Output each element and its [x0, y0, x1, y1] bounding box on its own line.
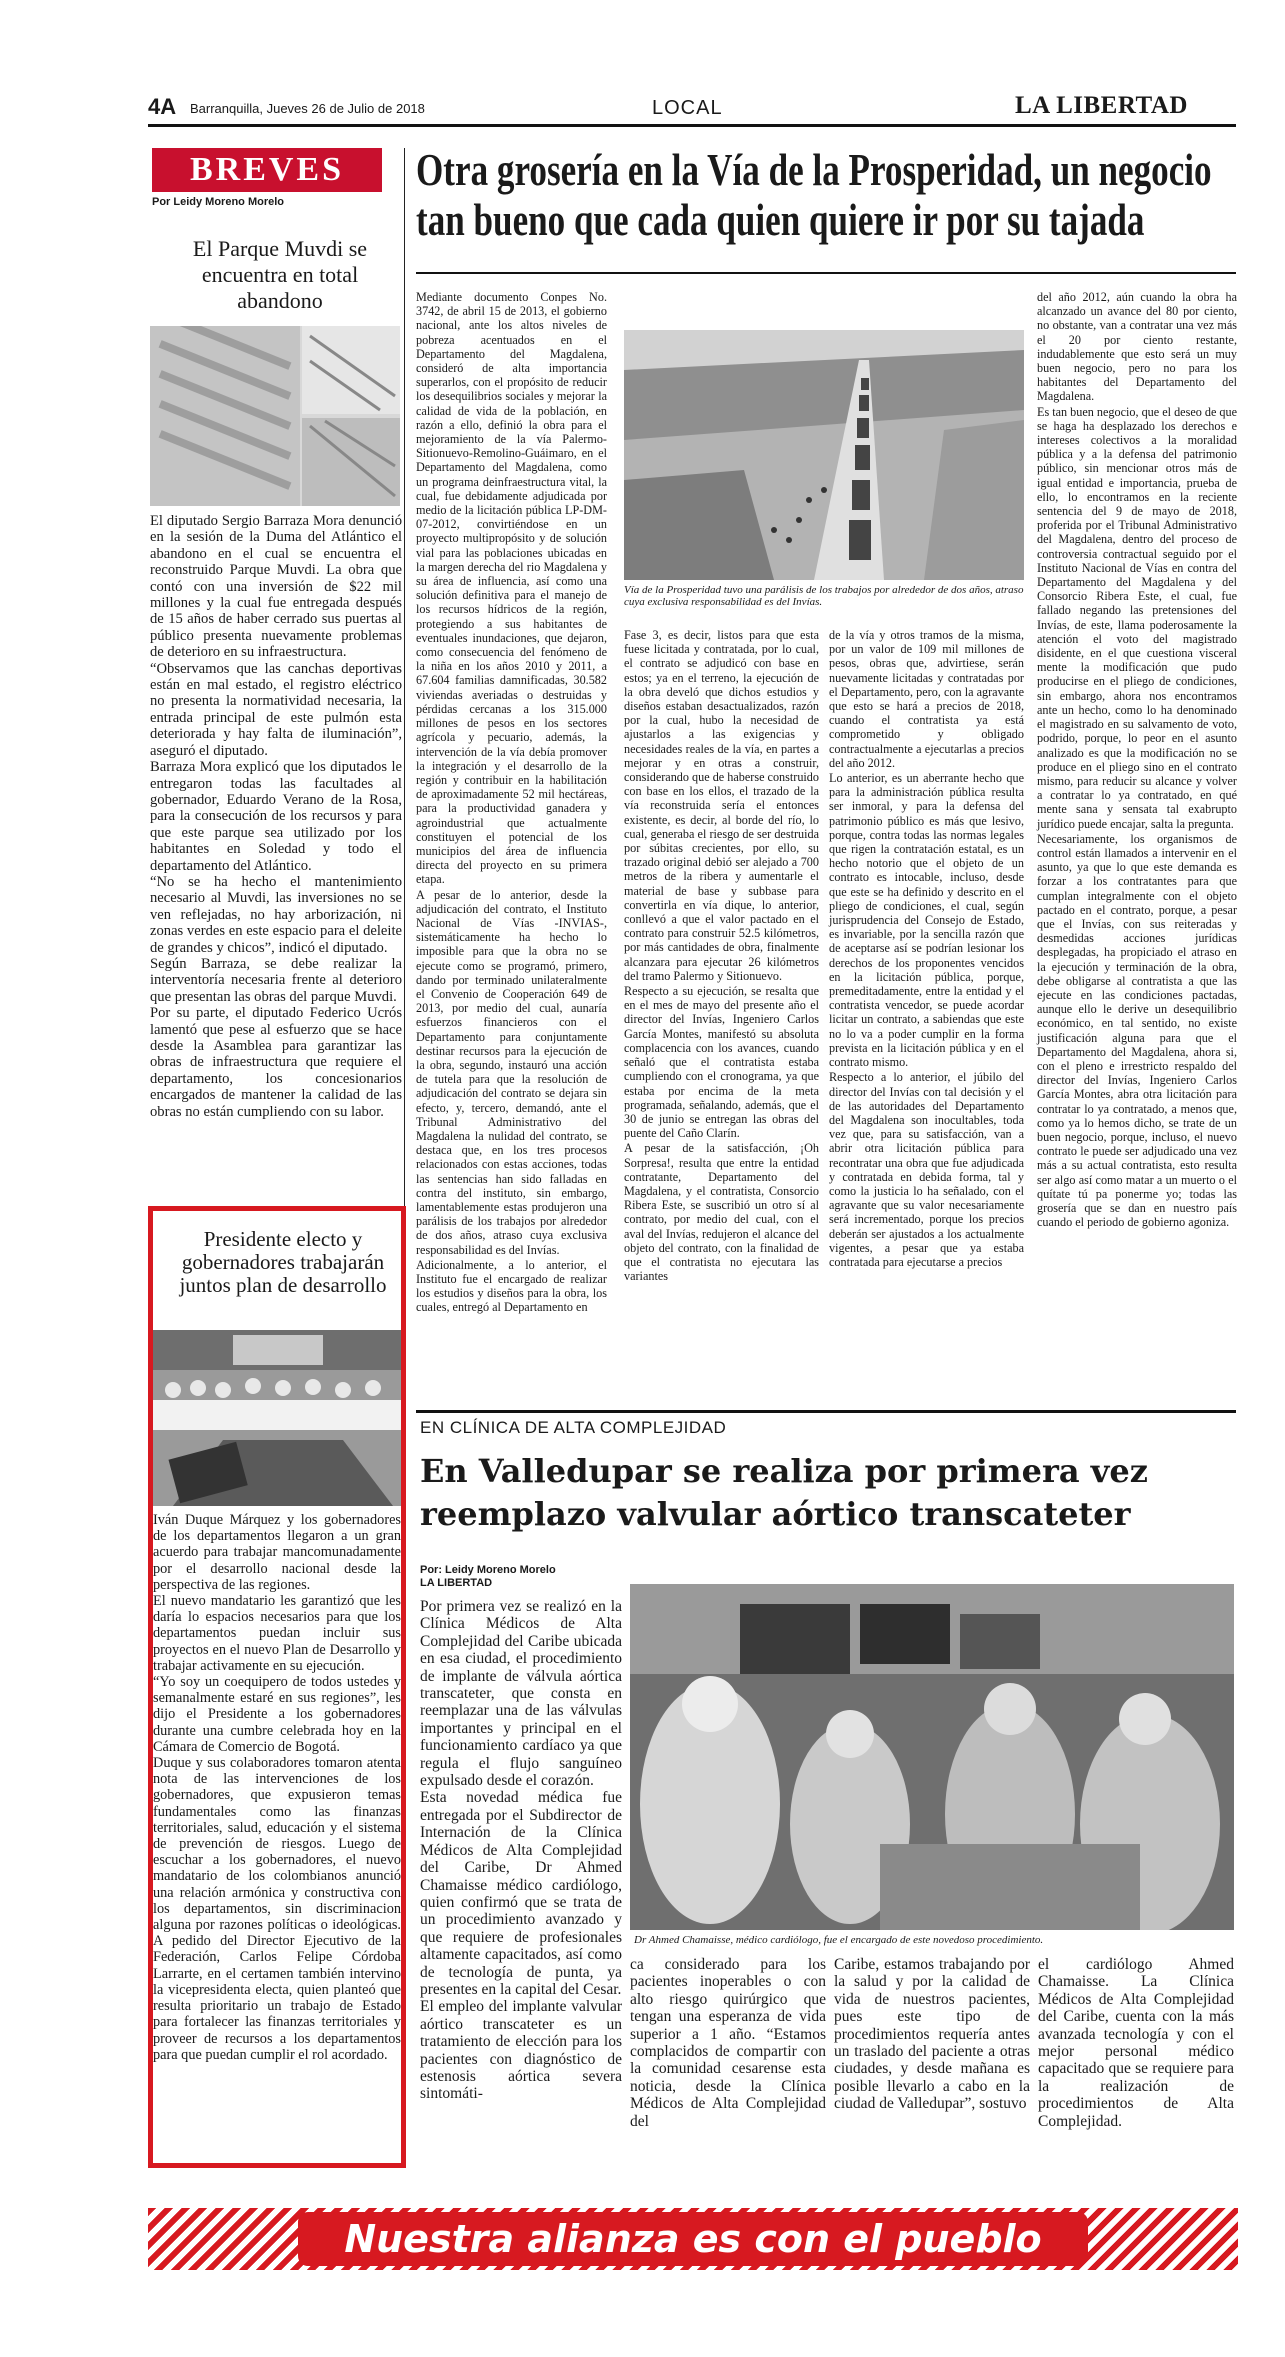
headline-rule — [416, 272, 1236, 274]
main-story-column-3 — [829, 628, 1024, 1270]
park-photo — [150, 326, 400, 506]
meeting-photo-image — [153, 1330, 401, 1506]
newspaper-name: LA LIBERTAD — [1015, 92, 1188, 119]
second-story-byline — [420, 1564, 556, 1590]
brief-2-headline: Presidente electo y gobernadores trabajarán juntos plan de desarrollo — [179, 1227, 387, 1297]
second-headline — [420, 1450, 1240, 1536]
paragraph: Mediante documento Conpes No. 3742, de abril 15 de 2013, el gobierno nacional, ante los altos niveles de pobreza acentuados en el Departamento del Magdalena, consideró de alta importancia superarlos, con el propósito de reducir los desequilibrios sociales y mejorar la calidad de vida de la población, en razón a ello, definió la obra para el mejoramiento de la vía Palermo-Sitionuevo-Remolino-Guáimaro, en el Departamento del Magdalena, como un programa deinfraestructura vital, la cual, fue debidamente adjudicada por medio de la licitación pública LP-DM-07-2012, convirtiéndose en un proyecto multipropósito y de solución vial para las poblaciones ubicadas en la margen derecha del rio Magdalena y su área de influencia, así como una solución definitiva para el manejo de los recursos hídricos de la región, protegiendo a sus habitantes de eventuales inundaciones, que dejaron, como consecuencia del fenómeno de la niña en los años 2010 y 2011, a 67.604 familias damnificadas, 30.582 viviendas averiadas o destruidas y pérdidas cercanas a los 315.000 millones de pesos en los sectores agrícola y pecuario, además, la intervención de la vía debía promover la integración y el desarrollo de la región y contribuir en la habilitación de aproximadamente 52 mil hectáreas, para la productividad ganadera y agroindustrial que actualmente constituyen el potencial de los municipios del área de influencia directa del proyecto en su primera etapa. — [416, 290, 607, 887]
road-aerial-photo — [624, 330, 1024, 580]
second-story-column-3: Caribe, estamos trabajando por la salud y por la calidad de vida de nuestros pacientes, pues este tipo de procedimientos requería antes un traslado del paciente a otras ciudades, y desde mañana es posible llevarlo a cabo en la ciudad de Valledupar”, sostuvo — [834, 1956, 1030, 2113]
paragraph: Por su parte, el diputado Federico Ucrós lamentó que pese al esfuerzo que se hace desde la Asamblea para garantizar las obras de infraestructura que requiere el departamento, los concesionarios encargados de mantener la calidad de las obras no están cumpliendo con su labor. — [150, 1005, 402, 1120]
byline-author: Por: Leidy Moreno Morelo — [420, 1564, 556, 1576]
paragraph: A pesar de lo anterior, desde la adjudicación del contrato, el Instituto Nacional de Vías -INVIAS-, sistemáticamente ha hecho lo imposible para que la obra no se ejecute como se programó, primero, dando por terminado unilateralmente el Convenio de Cooperación 649 de 2013, por medio del cual, aunaría esfuerzos financieros con el Departamento para conjuntamente destinar recursos para la ejecución de la obra, segundo, instauró una acción de tutela para que la resolución de adjudicación del contrato se dejara sin efecto, y, tercero, demandó, ante el Tribunal Administrativo del Magdalena la nulidad del contrato, se destaca que, en los tres procesos relacionados con estas acciones, todas las sentencias han sido falladas en contra del instituto, sin embargo, lamentablemente estas produjeron una parálisis de los trabajos por alrededor de dos años, atraso cuya exclusiva responsabilidad es del Invías. — [416, 887, 607, 1257]
paragraph: Necesariamente, los organismos de control están llamados a intervenir en el asunto, ya que lo que este demanda es forzar a los contratantes para que cumplan integralmente con el objeto pactado en el contrato, porque, a pesar que el Invías, con sus reiteradas y desmedidas acciones jurídicas desplegadas, ha propiciado el atraso en la ejecución y terminación de la obra, debe obligarse al contratista a que las ejecute en las condiciones pactadas, aunque ello le derive un desequilibrio económico, en tal sentido, no existe justificación alguna para que el Departamento del Magdalena, ahora si, con el pleno e irrestricto respaldo del director del Invías, Ingeniero Carlos García Montes, abra otra licitación para contratar lo ya contratado, a menos que, como ya lo hemos dicho, se trate de un buen negocio, porque, incluso, el nuevo contrato le puede ser adjudicado una vez más a su actual contratista, esto resulta ser algo así como matar a un muerto o el quítate tú pa ponerme yo; todas las grosería que se dan en nuestro país cuando el periodo de gobierno agoniza. — [1037, 831, 1237, 1230]
paragraph: Adicionalmente, a lo anterior, el Instituto fue el encargado de realizar los estudios y diseños para la obra, los cuales, entregó al Departamento en — [416, 1257, 607, 1315]
road-photo-image — [624, 330, 1024, 580]
paragraph: Según Barraza, se debe realizar la interventoría necesaria frente al deterioro que presentan las obras del parque Muvdi. — [150, 955, 402, 1005]
breves-byline: Por Leidy Moreno Morelo — [152, 196, 285, 208]
edition-date: Barranquilla, Jueves 26 de Julio de 2018 — [190, 101, 425, 116]
second-story-column-4: el cardiólogo Ahmed Chamaisse. La Clínica Médicos de Alta Complejidad del Caribe, cuenta con la más avanzada tecnología y con el mejor personal médico capacitado que se requiere para la realización de procedimientos de Alta Complejidad. — [1038, 1956, 1234, 2130]
main-headline-line-2: tan bueno que cada quien quiere ir por su tajada — [416, 195, 1145, 245]
paragraph: “No se ha hecho el mantenimiento necesario al Muvdi, las inversiones no se ven reflejadas, no hay arborización, ni zonas verdes en este espacio para el deleite de grandes y chicos”, indicó el diputado. — [150, 873, 402, 956]
breves-label: BREVES — [152, 148, 382, 192]
paragraph: de la vía y otros tramos de la misma, por un valor de 109 mil millones de pesos, obras que, advirtiese, serán nuevamente licitadas y contratadas por el Departamento, pero, con la agravante que esto se hará a precios de 2018, cuando el contratista ya está comprometido y obligado contractualmente a ejecutarlas a precios del año 2012. — [829, 628, 1024, 770]
header-rule — [148, 124, 1236, 127]
main-story-column-2 — [624, 628, 819, 1284]
main-story-column-1 — [416, 290, 607, 1316]
paragraph: El diputado Sergio Barraza Mora denunció en la sesión de la Duma del Atlántico el abandono en el cual se encuentra el reconstruido Parque Muvdi. La obra que contó con una inversión de $22 mil millones y la cual fue entregada después de 15 años de haber cerrado sus puertas al público presenta nuevamente problemas de deterioro en su infraestructura. — [150, 513, 402, 661]
second-story-column-2: ca considerado para los pacientes inoperables o con alto riesgo quirúrgico que tengan una esperanza de vida superior a 1 año. “Estamos complacidos de compartir con la comunidad cesarense esta noticia, desde la Clínica Médicos de Alta Complejidad del — [630, 1956, 826, 2130]
paragraph: Barraza Mora explicó que los diputados le entregaron todas las facultades al gobernador, Eduardo Verano de la Rosa, para la consecución de los recursos y para que este parque sea utilizado por los habitantes en Soledad y todo el departamento del Atlántico. — [150, 759, 402, 874]
paragraph: El empleo del implante valvular aórtico transcateter es un tratamiento de elección para los pacientes con diagnóstico de estenosis aórtica severa sintomáti- — [420, 1998, 622, 2103]
footer-slogan-banner: Nuestra alianza es con el pueblo — [298, 2212, 1088, 2266]
brief-1-body — [150, 513, 402, 1120]
brief-2-body — [153, 1512, 401, 2063]
paragraph: Fase 3, es decir, listos para que esta fuese licitada y contratada, por lo cual, el contrato se adjudicó con base en estos; ya en el terreno, la ejecución de la obra develó que dichos estudios y diseños estaban desactualizados, razón por la cual, hubo la necesidad de ajustarlos a las exigencias y necesidades reales de la vía, en partes a mejorar y en otras a construir, considerando que de haberse construido con base en los ellos, el trazado de la vía reconstruida sería el entonces existente, es decir, al borde del río, lo cual, generaba el riesgo de ser destruida por súbitas crecientes, por ello, su trazado original debió ser alejado a 700 metros de la ribera y aumentarle el material de base y subbase para convertirla en vía dique, lo anterior, conllevó a que el valor pactado en el contrato para construir 52.5 kilómetros, por más cantidades de obra, finalmente alcanzara para ejecutar 26 kilómetros del tramo Palermo y Sitionuevo. — [624, 628, 819, 983]
second-headline-line-2: reemplazo valvular aórtico transcateter — [420, 1495, 1131, 1533]
paragraph: Por primera vez se realizó en la Clínica Médicos de Alta Complejidad del Caribe ubicada en esa ciudad, el procedimiento de implante de válvula aórtica transcateter, que consta en reemplazar una de las válvulas importantes y principal en el funcionamiento cardíaco ya que regula el flujo sanguíneo expulsado desde el corazón. — [420, 1598, 622, 1790]
surgery-photo-image — [630, 1584, 1234, 1930]
main-headline — [416, 145, 1212, 245]
page-number: 4A — [148, 94, 177, 119]
park-photo-image — [150, 326, 400, 506]
paragraph: Lo anterior, es un aberrante hecho que para la administración pública resulta ser inmoral, y para la defensa del patrimonio público es más que lesivo, porque, contra todas las normas legales que rigen la contratación estatal, es un hecho notorio que el objeto de un contrato es intocable, incluso, desde que este se ha definido y descrito en el pliego de condiciones, el cual, según jurisprudencia del Consejo de Estado, es invariable, por la sencilla razón que de aceptarse así se podrían lesionar los derechos de los proponentes vencidos en la licitación pública, porque, premeditadamente, entre la entidad y el contratista vencedor, se puede acordar licitar un contrato, a sabiendas que este no lo va a poder cumplir en la forma prevista en la licitación pública y en el contrato mismo. — [829, 771, 1024, 1070]
paragraph: El nuevo mandatario les garantizó que les daría lo espacios necesarios para que los departamentos puedan incluir sus proyectos en el nuevo Plan de Desarrollo y trabajar activamente en su ejecución. — [153, 1593, 401, 1674]
governors-meeting-photo — [153, 1330, 401, 1506]
second-headline-line-1: En Valledupar se realiza por primera vez — [420, 1452, 1148, 1490]
surgery-photo-caption: Dr Ahmed Chamaisse, médico cardiólogo, fue el encargado de este novedoso procedimiento. — [634, 1934, 1044, 1946]
byline-outlet: LA LIBERTAD — [420, 1577, 493, 1589]
paragraph: A pesar de la satisfacción, ¡Oh Sorpresa!, resulta que entre la entidad contratante, Departamento del Magdalena, y el contratista, Consorcio Ribera Este, se suscribió un otro sí al contrato, por medio del cual, con el aval del Invías, redujeron el alcance del objeto del contrato, con la finalidad de que el contratista no ejecutara las variantes — [624, 1141, 819, 1284]
road-photo-caption: Vía de la Prosperidad tuvo una parálisis de los trabajos por alrededor de dos años, atraso cuya exclusiva responsabilidad es del Invías. — [624, 584, 1024, 608]
paragraph: “Observamos que las canchas deportivas están en mal estado, el registro eléctrico no presenta la normatividad necesaria, la entrada principal de este pulmón esta deteriorada y hay falta de iluminación”, aseguró el diputado. — [150, 660, 402, 759]
paragraph: Respecto a lo anterior, el júbilo del director del Invías con tal decisión y el de las autoridades del Departamento del Magdalena son inocultables, toda vez que, para su satisfacción, van a abrir otra licitación pública para recontratar una obra que fue adjudicada y contratada en debida forma, tal y como la justicia lo ha señalado, con el agravante que su valor necesariamente será incrementado, porque los precios deberán ser ajustados a los actualmente vigentes, a pesar que ya estaba contratada para ejecutarse a precios — [829, 1070, 1024, 1269]
brief-1-headline: El Parque Muvdi se encuentra en total abandono — [192, 236, 368, 313]
paragraph: Respecto a su ejecución, se resalta que en el mes de mayo del presente año el director del Invías, Ingeniero Carlos García Montes, manifestó su absoluta complacencia con los avances, cuando señaló que el contratista estaba cumpliendo con el cronograma, ya que estaba por encima de la meta programada, señalando, además, que el 30 de junio se entregan las obras del puente del Caño Clarín. — [624, 984, 819, 1141]
main-story-column-4 — [1037, 290, 1237, 1230]
paragraph: Duque y sus colaboradores tomaron atenta nota de las intervenciones de los gobernadores, que expusieron temas fundamentales como las finanzas territoriales, salud, educación y el sistema de prevención de riesgos. Luego de escuchar a los gobernadores, el nuevo mandatario de los colombianos anunció una relación armónica y constructiva con los departamentos, sin discriminacion alguna por razones políticas o ideológicas. A pedido del Director Ejecutivo de la Federación, Carlos Felipe Córdoba Larrarte, en el certamen también intervino la vicepresidenta electa, quien planteó que resulta prioritario un trabajo de Estado para fortalecer las finanzas territoriales y proveer de recursos a los departamentos para que puedan cumplir el rol acordado. — [153, 1755, 401, 2063]
main-headline-line-1: Otra grosería en la Vía de la Prosperidad, un negocio — [416, 145, 1212, 195]
story-kicker: EN CLÍNICA DE ALTA COMPLEJIDAD — [420, 1418, 727, 1437]
paragraph: Es tan buen negocio, que el deseo de que se haga ha desplazado los derechos e intereses colectivos a la moralidad pública y a la defensa del patrimonio público, sin mencionar otros más de igual entidad e importancia, prueba de ello, lo encontramos en la reciente sentencia del 9 de mayo de 2018, proferida por el Tribunal Administrativo del Magdalena, dentro del proceso de controversia contractual seguido por el Instituto Nacional de Vías en contra del Departamento del Magdalena y del Consorcio Ribera Este, el cual, fue fallado negando las pretensiones del Invías, de este, llama poderosamente la atención el voto del magistrado disidente, en el que cuestiona visceral mente la modificación que pudo producirse en el pliego de condiciones, sin embargo, ahora nos encontramos ante un hecho, como lo ha denominado el magistrado en su salvamento de voto, podrido, porque, lo peor en el asunto analizado es que la modificación no se produce en el pliego sino en el contrato mismo, para reducir su alcance y volver a contratar lo ya contratado, en qué mente sana y sensata tal exabrupto jurídico puede encajar, salta la pregunta. — [1037, 404, 1238, 831]
second-story-column-1 — [420, 1598, 622, 2103]
paragraph: “Yo soy un coequipero de todos ustedes y semanalmente estaré en sus regiones”, les dijo el Presidente a los gobernadores durante una cumbre celebrada hoy en la Cámara de Comercio de Bogotá. — [153, 1674, 401, 1755]
section-rule — [416, 1410, 1236, 1413]
paragraph: del año 2012, aún cuando la obra ha alcanzado un avance del 80 por ciento, no obstante, van a contratar una vez más el 20 por ciento restante, indudablemente que esto será un muy buen negocio, pero no para los habitantes del Departamento del Magdalena. — [1037, 290, 1237, 404]
section-name: LOCAL — [652, 97, 723, 119]
paragraph: Esta novedad médica fue entregada por el Subdirector de Internación de la Clínica Médicos de Alta Complejidad del Caribe, Dr Ahmed Chamaisse médico cardiólogo, quien confirmó que se trata de un procedimiento avanzado y que requiere de profesionales altamente capacitados, así como de tecnología de punta, ya presentes en la capital del Cesar. — [420, 1789, 622, 1998]
surgery-photo — [630, 1584, 1234, 1930]
paragraph: Iván Duque Márquez y los gobernadores de los departamentos llegaron a un gran acuerdo para trabajar mancomunadamente por el desarrollo nacional desde la perspectiva de las regiones. — [153, 1512, 401, 1593]
column-divider — [404, 148, 405, 1248]
